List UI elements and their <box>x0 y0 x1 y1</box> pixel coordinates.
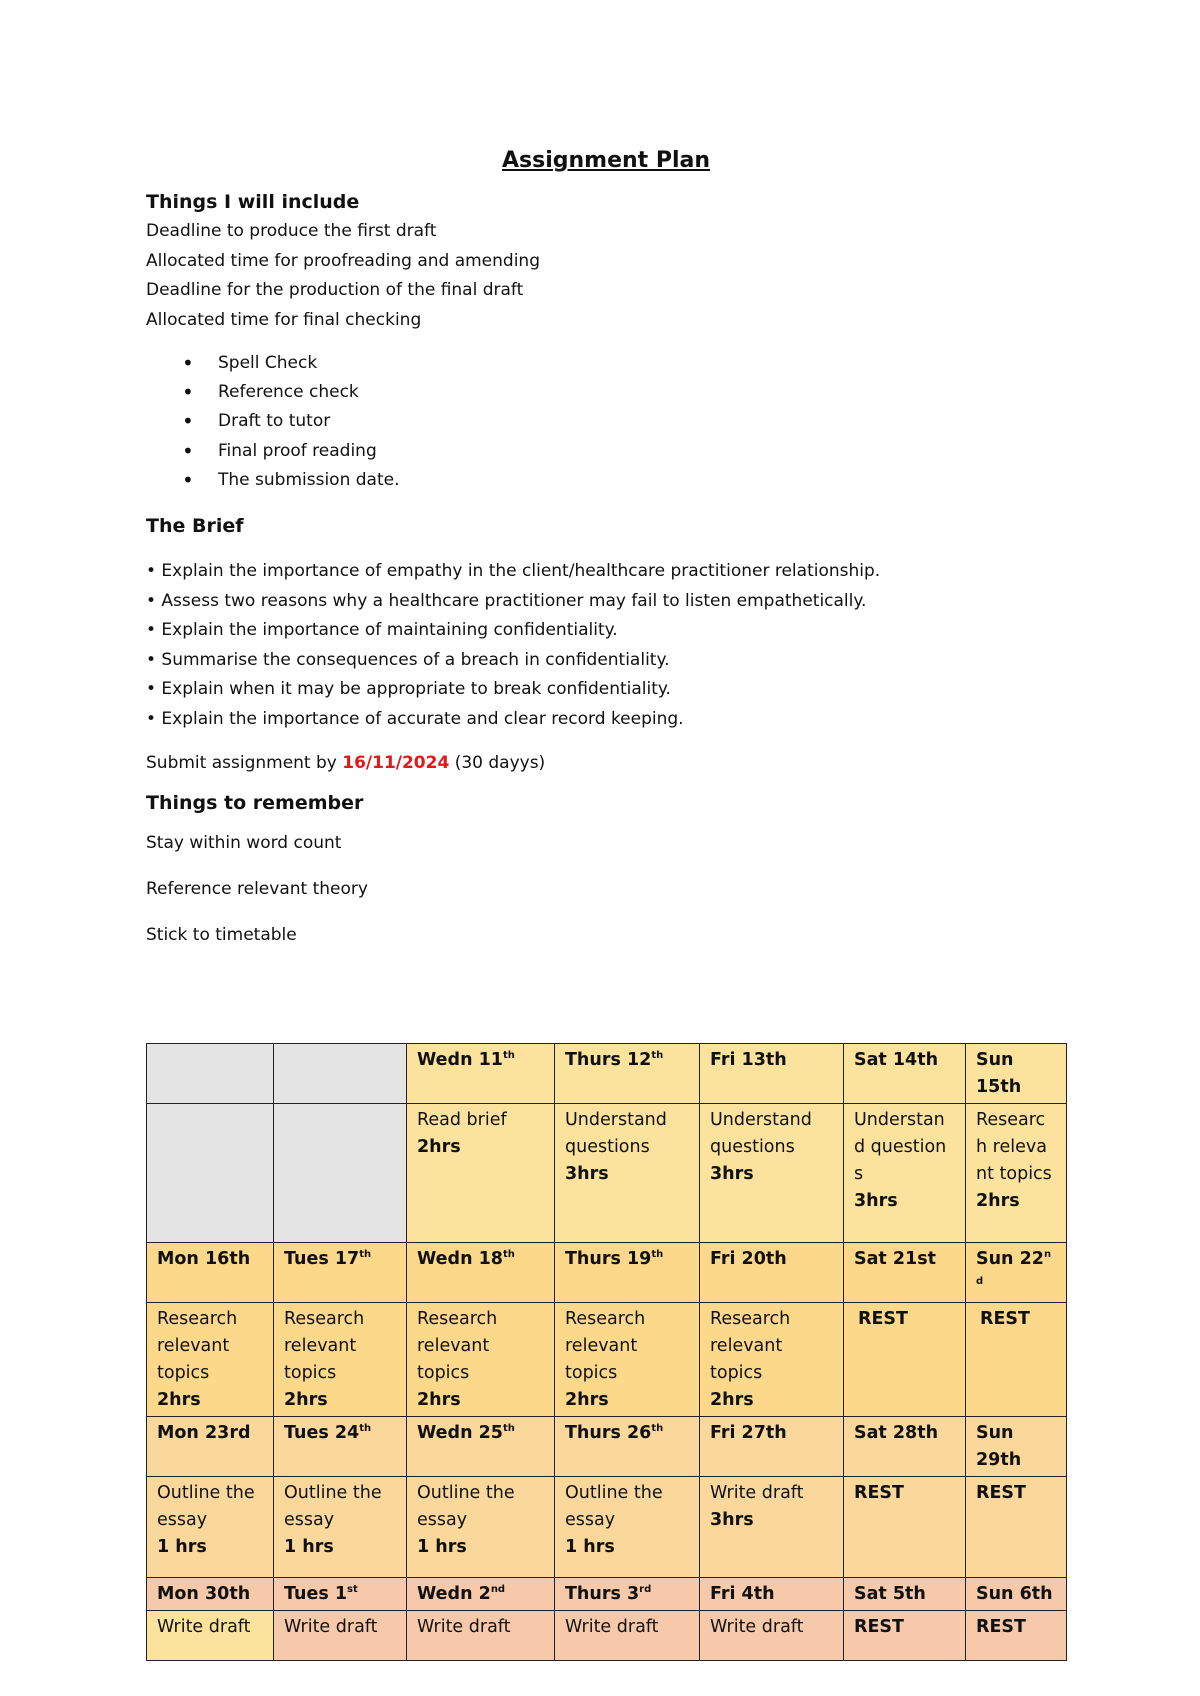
day-label: Fri 27th <box>710 1423 787 1443</box>
day-label: Wedn 2 <box>417 1584 491 1604</box>
day-header <box>966 1417 1067 1477</box>
list-item: • Reference check <box>218 378 1066 407</box>
task-text: Research relevant topics <box>976 1110 1052 1184</box>
include-line: Deadline to produce the first draft <box>146 221 437 241</box>
rest-label: REST <box>854 1483 904 1503</box>
task-cell <box>147 1303 274 1417</box>
task-hours: 2hrs <box>417 1390 461 1410</box>
include-line: Allocated time for proofreading and amending <box>146 250 540 271</box>
rest-cell <box>966 1477 1067 1578</box>
task-cell <box>274 1611 407 1661</box>
task-cell <box>700 1477 844 1578</box>
task-hours: 1 hrs <box>157 1537 207 1557</box>
day-suffix: nd <box>490 1584 506 1596</box>
task-hours: 3hrs <box>710 1510 754 1530</box>
day-header <box>274 1243 407 1303</box>
page-title: Assignment Plan <box>501 148 711 173</box>
rest-label: REST <box>854 1617 904 1637</box>
task-cell <box>407 1477 555 1578</box>
table-cell-empty <box>147 1044 274 1104</box>
submit-line <box>146 748 1066 778</box>
remember-item: Stay within word count <box>146 833 342 854</box>
day-suffix: th <box>502 1050 515 1062</box>
day-label: Mon 23rd <box>157 1423 251 1443</box>
table-cell-empty <box>147 1104 274 1243</box>
task-hours: 3hrs <box>710 1164 754 1184</box>
rest-label: REST <box>976 1617 1026 1637</box>
day-label: Sat 14th <box>854 1050 939 1070</box>
day-label: Thurs 26 <box>565 1423 652 1443</box>
day-header <box>844 1243 966 1303</box>
task-hours: 2hrs <box>565 1390 609 1410</box>
task-cell <box>700 1303 844 1417</box>
day-header <box>844 1044 966 1104</box>
table-cell-empty <box>274 1044 407 1104</box>
task-text: Understand questions <box>710 1110 812 1157</box>
task-text: Write draft <box>417 1617 511 1637</box>
task-hours: 3hrs <box>565 1164 609 1184</box>
task-hours: 2hrs <box>976 1191 1020 1211</box>
rest-cell <box>844 1611 966 1661</box>
brief-item: • Explain the importance of empathy in the client/healthcare practitioner relationship. <box>146 561 881 582</box>
day-header <box>844 1578 966 1611</box>
day-suffix: rd <box>639 1584 652 1596</box>
table-row <box>147 1044 1067 1104</box>
rest-cell <box>966 1611 1067 1661</box>
task-text: Outline the essay <box>417 1483 515 1530</box>
day-header <box>147 1578 274 1611</box>
day-label: Sun 29th <box>976 1423 1022 1470</box>
day-label: Sun 15th <box>976 1050 1022 1097</box>
day-label: Wedn 18 <box>417 1249 503 1269</box>
day-header <box>700 1417 844 1477</box>
day-label: Sat 5th <box>854 1584 926 1604</box>
task-hours: 2hrs <box>417 1137 461 1157</box>
task-cell <box>555 1104 700 1243</box>
day-header <box>844 1417 966 1477</box>
rest-cell <box>966 1303 1067 1417</box>
brief-heading: The Brief <box>146 515 244 538</box>
remember-item: Reference relevant theory <box>146 879 368 900</box>
day-suffix: th <box>651 1249 664 1261</box>
include-line: Deadline for the production of the final draft <box>146 280 524 300</box>
document-page <box>146 148 1066 950</box>
day-header <box>966 1578 1067 1611</box>
brief-item: • Explain the importance of accurate and clear record keeping. <box>146 708 684 729</box>
include-bullet-list <box>146 349 1066 495</box>
day-label: Thurs 19 <box>565 1249 652 1269</box>
day-header <box>966 1243 1067 1303</box>
task-cell <box>274 1303 407 1417</box>
table-row <box>147 1477 1067 1578</box>
task-text: Understand questions <box>854 1110 947 1184</box>
schedule-table <box>146 1043 1067 1661</box>
task-text: Research relevant topics <box>565 1309 646 1383</box>
day-label: Thurs 12 <box>565 1050 652 1070</box>
task-cell <box>844 1104 966 1243</box>
brief-item: • Assess two reasons why a healthcare practitioner may fail to listen empathetically. <box>146 590 867 611</box>
day-header <box>274 1578 407 1611</box>
task-text: Understand questions <box>565 1110 667 1157</box>
task-cell <box>700 1611 844 1661</box>
rest-label: REST <box>976 1483 1026 1503</box>
day-label: Sat 28th <box>854 1423 939 1443</box>
day-suffix: st <box>347 1584 358 1596</box>
day-suffix: th <box>502 1249 515 1261</box>
day-suffix: th <box>651 1050 664 1062</box>
submit-prefix: Submit assignment by <box>146 753 343 774</box>
day-header <box>407 1044 555 1104</box>
day-suffix: th <box>651 1423 664 1435</box>
day-suffix: th <box>359 1423 372 1435</box>
brief-item: • Summarise the consequences of a breach in confidentiality. <box>146 649 670 670</box>
table-row <box>147 1578 1067 1611</box>
day-label: Fri 20th <box>710 1249 787 1269</box>
table-cell-empty <box>274 1104 407 1243</box>
task-text: Research relevant topics <box>284 1309 365 1383</box>
task-text: Write draft <box>284 1617 378 1637</box>
day-label: Sun 22 <box>976 1249 1044 1269</box>
day-label: Thurs 3 <box>565 1584 640 1604</box>
table-row <box>147 1243 1067 1303</box>
task-cell <box>407 1303 555 1417</box>
task-text: Research relevant topics <box>710 1309 791 1383</box>
list-item: • Spell Check <box>218 349 1066 378</box>
day-suffix: nd <box>976 1249 1052 1288</box>
day-label: Sat 21st <box>854 1249 937 1269</box>
rest-cell <box>844 1477 966 1578</box>
day-header <box>274 1417 407 1477</box>
task-text: Write draft <box>157 1617 251 1637</box>
task-cell <box>555 1303 700 1417</box>
task-cell <box>700 1104 844 1243</box>
task-cell <box>147 1477 274 1578</box>
day-header <box>555 1044 700 1104</box>
task-cell <box>966 1104 1067 1243</box>
day-header <box>407 1417 555 1477</box>
day-header <box>555 1417 700 1477</box>
task-cell <box>555 1477 700 1578</box>
day-label: Wedn 11 <box>417 1050 503 1070</box>
task-text: Read brief <box>417 1110 507 1130</box>
task-hours: 2hrs <box>157 1390 201 1410</box>
include-line: Allocated time for final checking <box>146 309 422 330</box>
task-cell <box>407 1104 555 1243</box>
task-text: Write draft <box>710 1617 804 1637</box>
day-header <box>147 1243 274 1303</box>
table-row <box>147 1417 1067 1477</box>
day-label: Fri 4th <box>710 1584 775 1604</box>
task-cell <box>555 1611 700 1661</box>
list-item: • Final proof reading <box>218 437 1066 466</box>
task-text: Research relevant topics <box>157 1309 238 1383</box>
day-label: Wedn 25 <box>417 1423 503 1443</box>
day-suffix: th <box>359 1249 372 1261</box>
day-header <box>966 1044 1067 1104</box>
brief-item: • Explain when it may be appropriate to break confidentiality. <box>146 679 671 700</box>
task-hours: 2hrs <box>284 1390 328 1410</box>
task-text: Outline the essay <box>284 1483 382 1530</box>
day-header <box>700 1243 844 1303</box>
table-row <box>147 1611 1067 1661</box>
day-header <box>700 1578 844 1611</box>
day-header <box>147 1417 274 1477</box>
task-hours: 1 hrs <box>565 1537 615 1557</box>
remember-item: Stick to timetable <box>146 925 297 946</box>
day-label: Fri 13th <box>710 1050 787 1070</box>
day-header <box>700 1044 844 1104</box>
remember-heading: Things to remember <box>146 792 364 815</box>
table-row <box>147 1303 1067 1417</box>
task-text: Research relevant topics <box>417 1309 498 1383</box>
task-cell <box>147 1611 274 1661</box>
list-item: • Draft to tutor <box>218 407 1066 436</box>
day-label: Tues 24 <box>284 1423 360 1443</box>
task-hours: 2hrs <box>710 1390 754 1410</box>
day-header <box>555 1578 700 1611</box>
task-hours: 1 hrs <box>417 1537 467 1557</box>
task-hours: 1 hrs <box>284 1537 334 1557</box>
submit-suffix: (30 dayys) <box>449 753 546 774</box>
day-label: Mon 30th <box>157 1584 251 1604</box>
include-heading: Things I will include <box>146 191 360 213</box>
day-suffix: th <box>502 1423 515 1435</box>
day-label: Tues 17 <box>284 1249 360 1269</box>
task-hours: 3hrs <box>854 1191 898 1211</box>
table-row <box>147 1104 1067 1243</box>
task-cell <box>407 1611 555 1661</box>
rest-label: REST <box>858 1309 908 1329</box>
submit-date: 16/11/2024 <box>342 753 450 774</box>
task-cell <box>274 1477 407 1578</box>
day-header <box>407 1243 555 1303</box>
day-header <box>407 1578 555 1611</box>
day-label: Tues 1 <box>284 1584 348 1604</box>
day-header <box>555 1243 700 1303</box>
task-text: Write draft <box>565 1617 659 1637</box>
day-label: Sun 6th <box>976 1584 1053 1604</box>
brief-list <box>146 557 1066 734</box>
task-text: Outline the essay <box>565 1483 663 1530</box>
task-text: Write draft <box>710 1483 804 1503</box>
list-item: • The submission date. <box>218 466 1066 495</box>
brief-item: • Explain the importance of maintaining confidentiality. <box>146 620 618 641</box>
rest-cell <box>844 1303 966 1417</box>
task-text: Outline the essay <box>157 1483 255 1530</box>
day-label: Mon 16th <box>157 1249 251 1269</box>
rest-label: REST <box>980 1309 1030 1329</box>
